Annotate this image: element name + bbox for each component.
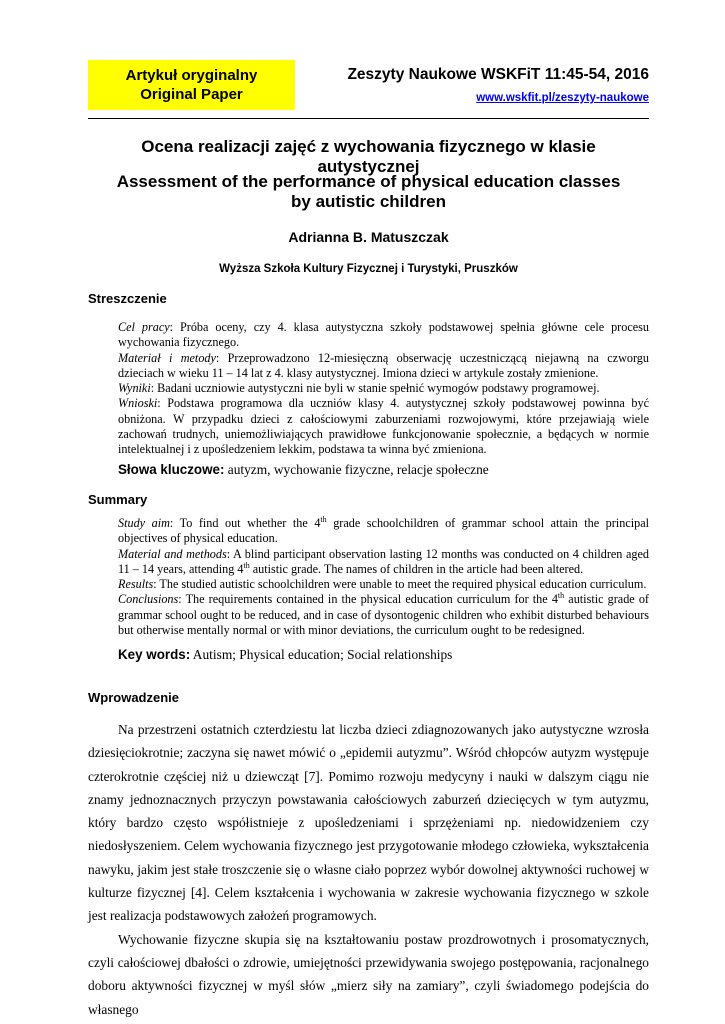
journal-citation: Zeszyty Naukowe WSKFiT 11:45-54, 2016	[347, 66, 649, 83]
author-name: Adrianna B. Matuszczak	[288, 229, 449, 245]
streszczenie-methods: Materiał i metody: Przeprowadzono 12-miesięczną obserwację uczestniczącą niejawną na czworgu dzieciach w wieku 11 – 14 lat z 4. klasy autystycznej. Imiona dzieci w artykule zostały zmienione.	[118, 350, 649, 380]
title-english-line2: by autistic children	[291, 192, 446, 211]
summary-keywords: Key words: Autism; Physical education; Social relationships	[118, 647, 453, 662]
title-english	[88, 172, 649, 212]
streszczenie-aim: Cel pracy: Próba oceny, czy 4. klasa autystyczna szkoły podstawowej spełnia główne cele procesu wychowania fizycznego.	[118, 320, 649, 350]
summary-methods: Material and methods: A blind participant observation lasting 12 months was conducted on 4 children aged 11 – 14 years, attending 4th autistic grade. The names of children in the article had been altered.	[118, 546, 649, 576]
article-type-badge	[88, 60, 295, 110]
badge-line-english: Original Paper	[140, 86, 243, 103]
summary-heading: Summary	[88, 492, 148, 507]
journal-url-link[interactable]: www.wskfit.pl/zeszyty-naukowe	[476, 92, 649, 104]
summary-body	[118, 516, 649, 638]
title-polish: Ocena realizacji zajęć z wychowania fizycznego w klasie autystycznej	[141, 137, 596, 176]
streszczenie-results: Wyniki: Badani uczniowie autystyczni nie byli w stanie spełnić wymogów podstawy programowej.	[118, 381, 600, 396]
summary-results: Results: The studied autistic schoolchildren were unable to meet the required physical education curriculum.	[118, 577, 647, 592]
header-divider	[88, 118, 649, 119]
streszczenie-conclusions: Wnioski: Podstawa programowa dla uczniów klasy 4. autystycznej szkoły podstawowej powinna być obniżona. W przypadku dzieci z całościowymi zaburzeniami rozwojowymi, które przejawiają wiele zachowań trudnych, uniemożliwiających prawidłowe funkcjonowanie społecznie, a będących w normie intelektualnej i z upośledzeniem lekkim, podstawa ta winna być zmieniona.	[118, 396, 649, 457]
intro-heading: Wprowadzenie	[88, 690, 180, 705]
intro-paragraph-1: Na przestrzeni ostatnich czterdziestu lat liczba dzieci zdiagnozowanych jako autystyczne wzrosła dziesięciokrotnie; zaczyna się nawet mówić o „epidemii autyzmu”. Wśród chłopców autyzm występuje czterokrotnie częściej niż u dziewcząt [7]. Pomimo rozwoju medycyny i nauki w dalszym ciągu nie znamy jednoznacznych przyczyn powstawania całościowych zaburzeń dziecięcych w tym autyzmu, który bardzo często współistnieje z upośledzeniami i sprzężeniami np. niedowidzeniem czy niedosłyszeniem. Celem wychowania fizycznego jest przygotowanie młodego człowieka, wykształcenia nawyku, jakim jest stałe troszczenie się o własne ciało poprzez wybór dowolnej aktywności ruchowej w kulturze fizycznej [4]. Celem kształcenia i wychowania w zakresie wychowania fizycznego w szkole jest realizacja podstawowych założeń programowych.	[88, 722, 649, 924]
title-english-line1: Assessment of the performance of physical education classes	[116, 172, 621, 191]
badge-line-polish: Artykuł oryginalny	[125, 67, 258, 84]
intro-body	[88, 718, 649, 1021]
streszczenie-body	[118, 320, 649, 458]
streszczenie-keywords: Słowa kluczowe: autyzm, wychowanie fizyczne, relacje społeczne	[118, 462, 489, 477]
affiliation: Wyższa Szkoła Kultury Fizycznej i Turystyki, Pruszków	[219, 263, 518, 275]
summary-aim: Study aim: To find out whether the 4th grade schoolchildren of grammar school attain the principal objectives of physical education.	[118, 514, 650, 546]
summary-conclusions: Conclusions: The requirements contained in the physical education curriculum for the 4th autistic grade of grammar school ought to be reduced, and in case of dysontogenic children who exhibit disturbed behaviours but otherwise mentally normal or with minor deviations, the curriculum ought to be redesigned.	[118, 591, 649, 638]
streszczenie-heading: Streszczenie	[88, 291, 167, 306]
intro-paragraph-2: Wychowanie fizyczne skupia się na kształtowaniu postaw prozdrowotnych i prosomatycznych, czyli całościowej dbałości o zdrowie, umiejętności przewidywania swojego postępowania, racjonalnego doboru aktywności fizycznej w myśl słów „mierz siły na zamiary”, czyli świadomego podejścia do własnego	[88, 931, 649, 1017]
